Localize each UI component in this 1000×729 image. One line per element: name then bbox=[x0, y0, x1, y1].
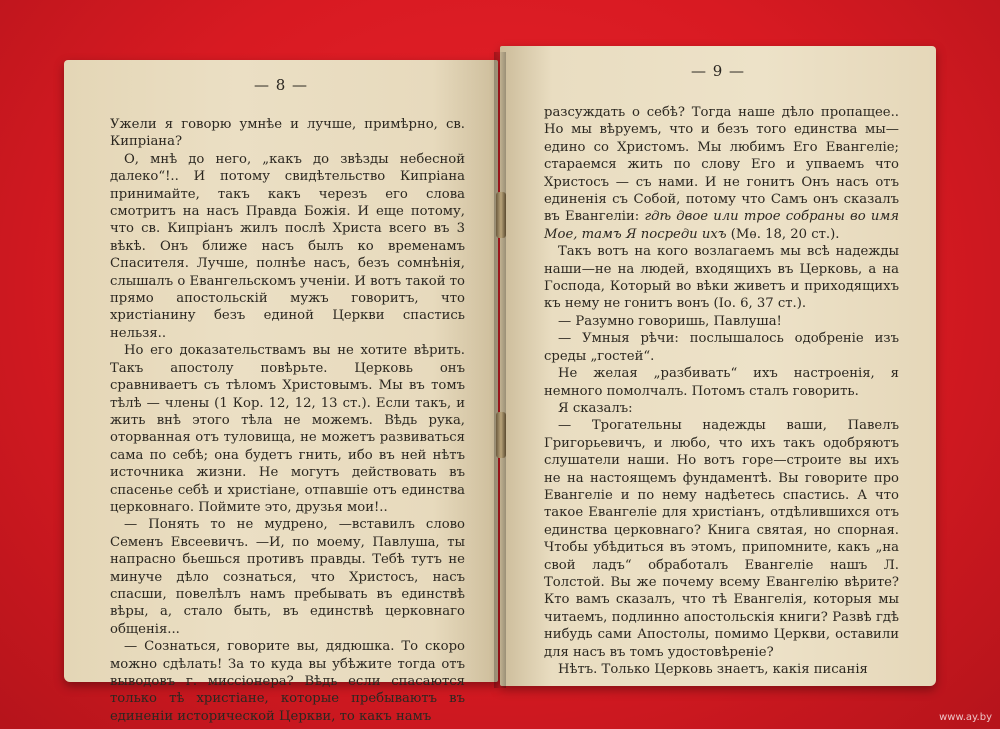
paragraph: — Умныя рѣчи: послышалось одобреніе изъ среды „гостей“. bbox=[544, 331, 899, 364]
paragraph: — Разумно говоришь, Павлуша! bbox=[558, 313, 782, 329]
staple bbox=[496, 192, 506, 238]
right-page bbox=[500, 46, 936, 686]
paragraph: — Трогательны надежды ваши, Павелъ Григорьевичъ, и любо, что ихъ такъ одобряютъ слушатели наши. Но вотъ горе—строите вы ихъ не на настоящемъ фундаментѣ. Вы говорите про Евангеліе и по нему надѣетесь спастись. А что такое Евангеліе для христіанъ, отдѣлившихся отъ единства церковнаго? Книга святая, но спорная. Чтобы убѣдиться въ этомъ, припомните, какъ „на свой ладъ“ обработалъ Евангеліе нашъ Л. Толстой. Вы же почему всему Евангелію вѣрите? Кто вамъ сказалъ, что тѣ Евангелія, которыя мы читаемъ, подлинно апостольскія книги? Развѣ гдѣ нибудь сами Апостолы, помимо Церкви, оставили для насъ въ томъ удостовѣреніе? bbox=[544, 418, 899, 660]
page-number: — 9 — bbox=[690, 62, 746, 80]
page-text bbox=[110, 116, 465, 725]
scripture-quote: гдѣ двое или трое собраны во имя Мое, тамъ Я посреди ихъ bbox=[544, 209, 899, 242]
paragraph: Такъ вотъ на кого возлагаемъ мы всѣ надежды наши—не на людей, входящихъ въ Церковь, а на Господа, Который во вѣки живетъ и приходящихъ къ нему не гонитъ вонъ (Іо. 6, 37 ст.). bbox=[544, 244, 899, 312]
paragraph: Нѣтъ. Только Церковь знаетъ, какія писанія bbox=[558, 662, 868, 677]
paragraph-text: разсуждать о себѣ? Тогда наше дѣло пропащее.. Но мы вѣруемъ, что и безъ того единства мы— едино со Христомъ. Мы любимъ Его Евангеліе; стараемся жить по слову Его и упваемъ что Христосъ — съ нами. И не гонитъ Онъ насъ отъ единенія съ Собой, потому что Самъ онъ сказалъ въ Евангеліи: bbox=[544, 105, 899, 225]
paragraph: Ужели я говорю умнѣе и лучше, примѣрно, св. Кипріана? bbox=[110, 117, 465, 150]
page-text bbox=[544, 104, 899, 678]
citation: (Мѳ. 18, 20 ст.). bbox=[726, 226, 840, 242]
page-number: — 8 — bbox=[253, 76, 309, 94]
left-page bbox=[64, 60, 498, 724]
paragraph bbox=[544, 104, 899, 243]
book-spine bbox=[494, 52, 506, 688]
paragraph: — Понять то не мудрено, —вставилъ слово Семенъ Евсеевичъ. —И, по моему, Павлуша, ты напрасно бьешься противъ правды. Тебѣ тутъ не минуче дѣло сознаться, что Христосъ, насъ спасши, повелѣлъ намъ пребывать въ единствѣ вѣры, а, стало быть, въ единствѣ церковнаго общенія... bbox=[110, 517, 465, 637]
paragraph: — Сознаться, говорите вы, дядюшка. То скоро можно сдѣлать! За то куда вы убѣжите тогда отъ выводовъ г. миссіонера? Вѣдь если спасаются только тѣ христіане, которые пребываютъ въ единеніи исторической Церкви, то какъ намъ bbox=[110, 639, 465, 724]
paragraph: Но его доказательствамъ вы не хотите вѣрить. Такъ апостолу повѣрьте. Церковь онъ сравниваетъ съ тѣломъ Христовымъ. Мы въ томъ тѣлѣ — члены (1 Кор. 12, 12, 13 ст.). Если такъ, и жить внѣ этого тѣла не можемъ. Вѣдь рука, оторванная отъ туловища, не можетъ развиваться сама по себѣ; она будетъ гнить, ибо въ ней нѣтъ источника жизни. Не могутъ действовать въ спасенье себѣ и христіане, отпавшіе отъ единства церковнаго. Поймите это, друзья мои!.. bbox=[110, 343, 465, 515]
staple bbox=[496, 412, 506, 458]
open-booklet bbox=[64, 42, 936, 724]
paragraph: Я сказалъ: bbox=[558, 400, 633, 416]
watermark: www.ay.by bbox=[939, 712, 992, 723]
paragraph: Не желая „разбивать“ ихъ настроенія, я немного помолчалъ. Потомъ сталъ говорить. bbox=[544, 366, 899, 399]
paragraph: О, мнѣ до него, „какъ до звѣзды небесной далеко“!.. И потому свидѣтельство Кипріана принимайте, такъ какъ черезъ его слова смотритъ на насъ Правда Божія. И еще потому, что св. Кипріанъ жилъ послѣ Христа всего въ 3 вѣкѣ. Онъ ближе насъ былъ ко временамъ Спасителя. Лучше, полнѣе насъ, безъ сомнѣнія, слышалъ о Евангельскомъ ученіи. И вотъ такой то прямо апостольскій мужъ говоритъ, что христіанину безъ единой Церкви спастись нельзя.. bbox=[110, 151, 465, 341]
